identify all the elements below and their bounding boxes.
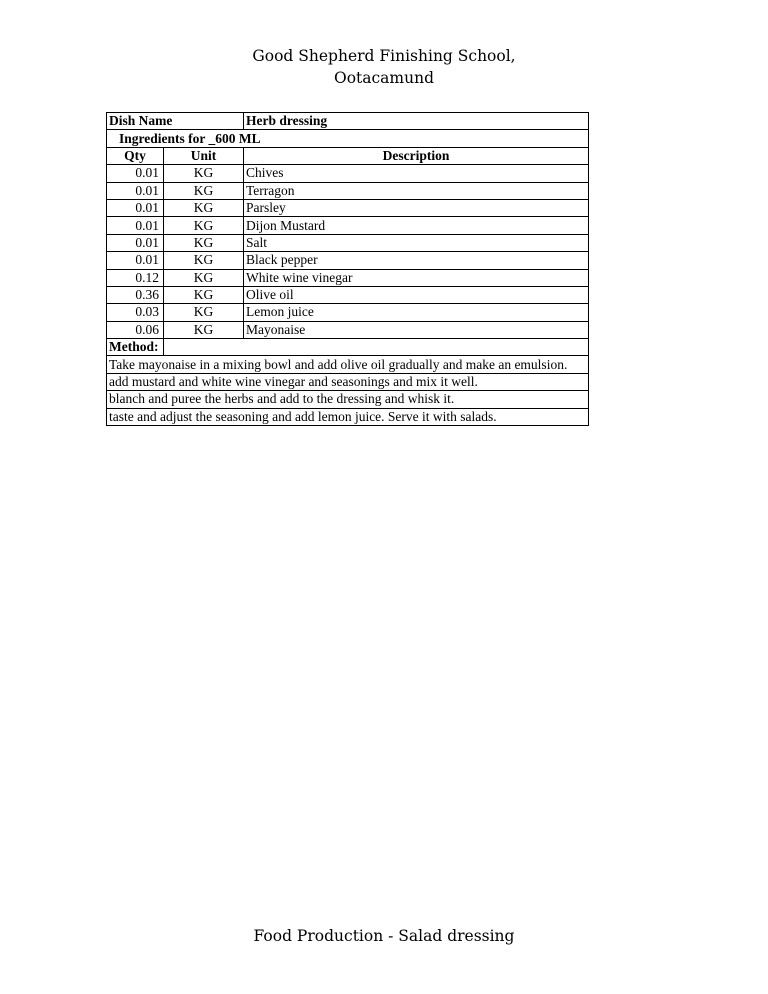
ingredients-for-row	[107, 130, 589, 147]
ingredient-unit: KG	[164, 252, 244, 269]
ingredient-row	[107, 234, 589, 251]
ingredient-description: Terragon	[244, 182, 589, 199]
ingredient-unit: KG	[164, 199, 244, 216]
ingredient-unit: KG	[164, 234, 244, 251]
ingredient-description: Chives	[244, 165, 589, 182]
dish-name-row	[107, 113, 589, 130]
column-header-description: Description	[244, 147, 589, 164]
ingredient-row	[107, 252, 589, 269]
ingredient-qty: 0.01	[107, 165, 164, 182]
ingredient-qty: 0.36	[107, 286, 164, 303]
ingredient-unit: KG	[164, 217, 244, 234]
ingredient-description: Lemon juice	[244, 304, 589, 321]
method-label-row	[107, 339, 589, 356]
dish-name-label: Dish Name	[107, 113, 244, 130]
ingredient-row	[107, 286, 589, 303]
ingredient-unit: KG	[164, 321, 244, 338]
ingredient-qty: 0.01	[107, 217, 164, 234]
method-label: Method:	[107, 339, 164, 356]
school-location: Ootacamund	[333, 69, 435, 87]
column-header-row	[107, 147, 589, 164]
method-step: taste and adjust the seasoning and add lemon juice. Serve it with salads.	[107, 408, 589, 425]
ingredient-row	[107, 269, 589, 286]
ingredient-description: Black pepper	[244, 252, 589, 269]
ingredient-unit: KG	[164, 269, 244, 286]
ingredient-row	[107, 304, 589, 321]
column-header-qty: Qty	[107, 147, 164, 164]
ingredient-qty: 0.03	[107, 304, 164, 321]
page-header	[0, 45, 768, 89]
ingredient-description: Salt	[244, 234, 589, 251]
ingredient-qty: 0.01	[107, 252, 164, 269]
ingredient-qty: 0.01	[107, 182, 164, 199]
ingredient-description: Dijon Mustard	[244, 217, 589, 234]
ingredient-qty: 0.01	[107, 199, 164, 216]
ingredient-row	[107, 165, 589, 182]
ingredient-qty: 0.12	[107, 269, 164, 286]
method-step-row	[107, 356, 589, 373]
method-step: add mustard and white wine vinegar and seasonings and mix it well.	[107, 373, 589, 390]
ingredient-description: Mayonaise	[244, 321, 589, 338]
method-step: blanch and puree the herbs and add to the dressing and whisk it.	[107, 391, 589, 408]
method-step: Take mayonaise in a mixing bowl and add olive oil gradually and make an emulsion.	[107, 356, 589, 373]
column-header-unit: Unit	[164, 147, 244, 164]
method-step-row	[107, 373, 589, 390]
recipe-table	[106, 112, 589, 426]
ingredient-row	[107, 199, 589, 216]
ingredient-qty: 0.06	[107, 321, 164, 338]
ingredient-description: Parsley	[244, 199, 589, 216]
ingredient-qty: 0.01	[107, 234, 164, 251]
ingredient-description: White wine vinegar	[244, 269, 589, 286]
page-footer: Food Production - Salad dressing	[253, 927, 515, 945]
ingredient-description: Olive oil	[244, 286, 589, 303]
ingredients-for: Ingredients for _600 ML	[107, 130, 589, 147]
ingredient-row	[107, 182, 589, 199]
ingredient-row	[107, 321, 589, 338]
ingredient-unit: KG	[164, 304, 244, 321]
ingredient-unit: KG	[164, 165, 244, 182]
method-step-row	[107, 408, 589, 425]
ingredient-row	[107, 217, 589, 234]
school-name: Good Shepherd Finishing School,	[252, 47, 516, 65]
ingredient-unit: KG	[164, 286, 244, 303]
ingredient-unit: KG	[164, 182, 244, 199]
method-step-row	[107, 391, 589, 408]
dish-name-value: Herb dressing	[244, 113, 589, 130]
method-label-blank	[164, 339, 589, 356]
